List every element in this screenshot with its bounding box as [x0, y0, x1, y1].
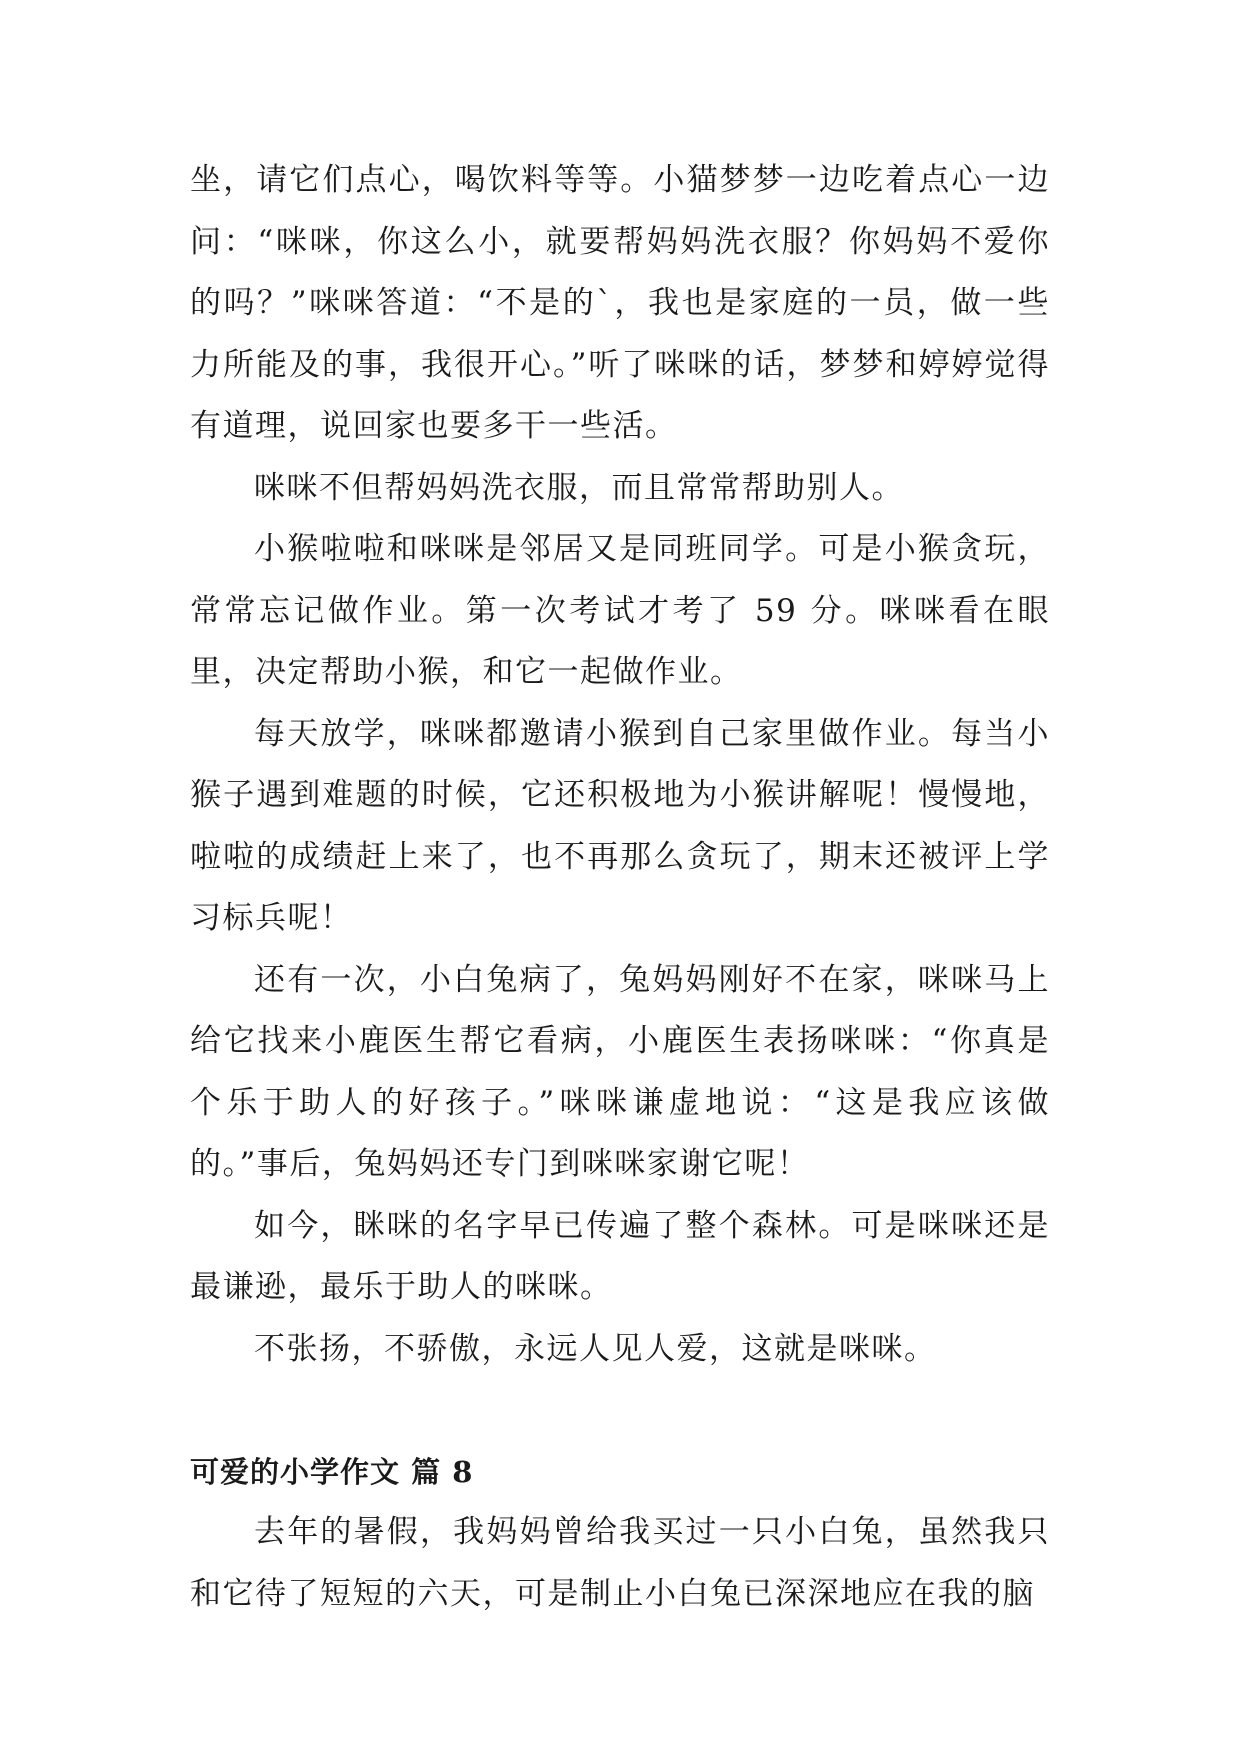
- paragraph: 坐，请它们点心，喝饮料等等。小猫梦梦一边吃着点心一边问：“咪咪，你这么小，就要帮妈妈洗衣服？你妈妈不爱你的吗？”咪咪答道：“不是的`，我也是家庭的一员，做一些力所能及的事，我很开心。”听了咪咪的话，梦梦和婷婷觉得有道理，说回家也要多干一些活。: [190, 162, 1050, 444]
- paragraph: 咪咪不但帮妈妈洗衣服，而且常常帮助别人。: [254, 469, 904, 506]
- paragraph: 不张扬，不骄傲，永远人见人爱，这就是咪咪。: [254, 1330, 937, 1367]
- paragraph: 去年的暑假，我妈妈曾给我买过一只小白兔，虽然我只和它待了短短的六天，可是制止小白兔已深深地应在我的脑: [190, 1514, 1050, 1612]
- paragraph: 每天放学，咪咪都邀请小猴到自己家里做作业。每当小猴子遇到难题的时候，它还积极地为小猴讲解呢！慢慢地，啦啦的成绩赶上来了，也不再那么贪玩了，期末还被评上学习标兵呢！: [190, 715, 1050, 936]
- section-title: 可爱的小学作文 篇 8: [190, 1455, 474, 1489]
- paragraph: 还有一次，小白兔病了，兔妈妈刚好不在家，咪咪马上给它找来小鹿医生帮它看病，小鹿医生表扬咪咪：“你真是个乐于助人的好孩子。”咪咪谦虚地说：“这是我应该做的。”事后，兔妈妈还专门到咪咪家谢它呢！: [190, 961, 1050, 1182]
- paragraph: 小猴啦啦和咪咪是邻居又是同班同学。可是小猴贪玩，常常忘记做作业。第一次考试才考了 59 分。咪咪看在眼里，决定帮助小猴，和它一起做作业。: [190, 531, 1050, 690]
- document-page: [190, 150, 1050, 1625]
- paragraph: 如今，眯咪的名字早已传遍了整个森林。可是咪咪还是最谦逊，最乐于助人的咪咪。: [190, 1207, 1050, 1305]
